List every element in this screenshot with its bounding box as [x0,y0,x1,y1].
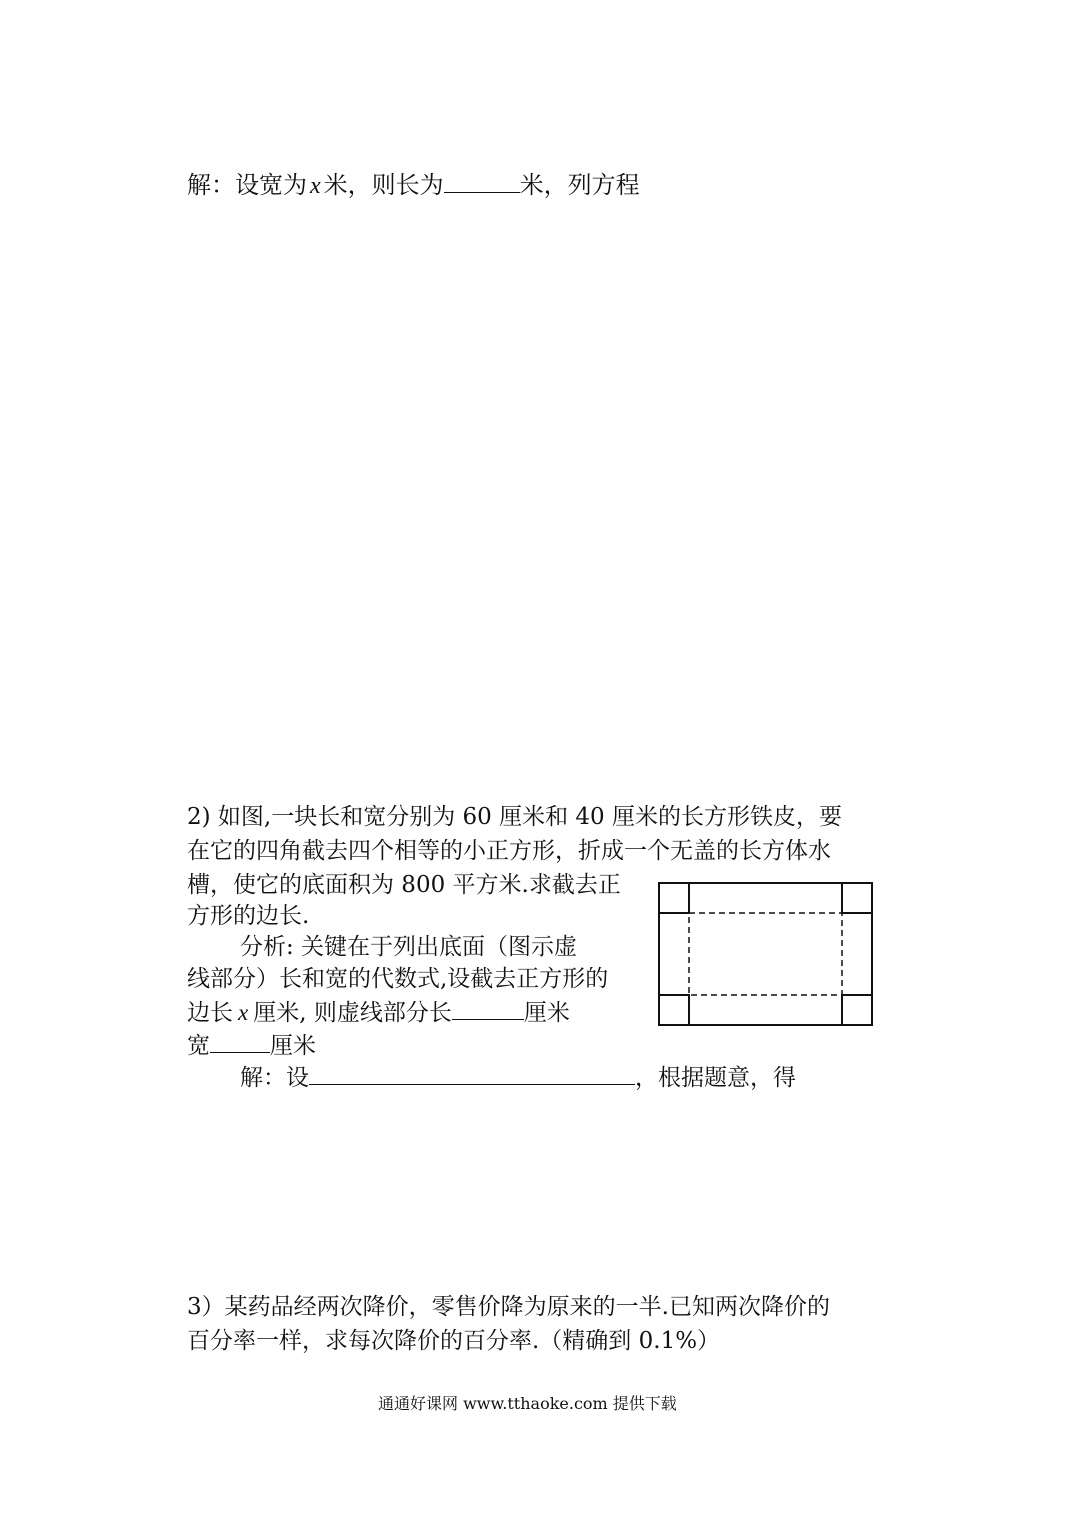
analysis4-prefix: 宽 [187,1033,210,1059]
corner-square-top-left [659,883,689,913]
problem3-line1: 3）某药品经两次降价，零售价降为原来的一半.已知两次降价的 [187,1294,830,1320]
corner-square-bottom-right [842,995,872,1025]
analysis3-suffix: 厘米 [523,1000,570,1026]
problem3-line2: 百分率一样，求每次降价的百分率.（精确到 0.1%） [187,1328,721,1354]
analysis3-prefix: 边长 [187,1000,233,1026]
analysis-line3 [187,997,570,1028]
variable-x: x [238,1000,249,1025]
problem2-line2: 在它的四角截去四个相等的小正方形，折成一个无盖的长方体水 [187,838,831,864]
solution-suffix: ，根据题意，得 [635,1065,796,1091]
dashed-width-blank[interactable] [210,1030,270,1053]
setup-suffix: 米，列方程 [519,171,640,199]
analysis4-suffix: 厘米 [270,1033,316,1059]
analysis-line4 [187,1030,316,1061]
solution-prefix: 解：设 [240,1065,309,1091]
solution-setup-line [187,170,640,201]
footer-text: 通通好课网 www.tthaoke.com 提供下载 [378,1394,677,1413]
setup-mid: 米，则长为 [323,171,444,199]
analysis-line1: 分析: 关键在于列出底面（图示虚 [240,934,578,960]
analysis3-mid: 厘米, 则虚线部分长 [253,1000,452,1026]
analysis-line2: 线部分）长和宽的代数式,设截去正方形的 [187,966,609,992]
rectangle-with-cut-corners-diagram [657,881,875,1027]
solution-line [240,1062,796,1093]
dashed-base-rectangle [689,913,842,995]
corner-square-top-right [842,883,872,913]
length-blank[interactable] [444,170,520,193]
problem2-line3: 槽，使它的底面积为 800 平方米.求截去正 [187,872,621,898]
problem2-line1: 2) 如图,一块长和宽分别为 60 厘米和 40 厘米的长方形铁皮，要 [187,804,843,830]
dashed-length-blank[interactable] [452,997,524,1020]
problem2-line4: 方形的边长. [187,903,310,929]
corner-square-bottom-left [659,995,689,1025]
let-variable-blank[interactable] [309,1062,635,1085]
variable-x: x [310,173,321,199]
setup-prefix: 解：设宽为 [187,171,307,199]
